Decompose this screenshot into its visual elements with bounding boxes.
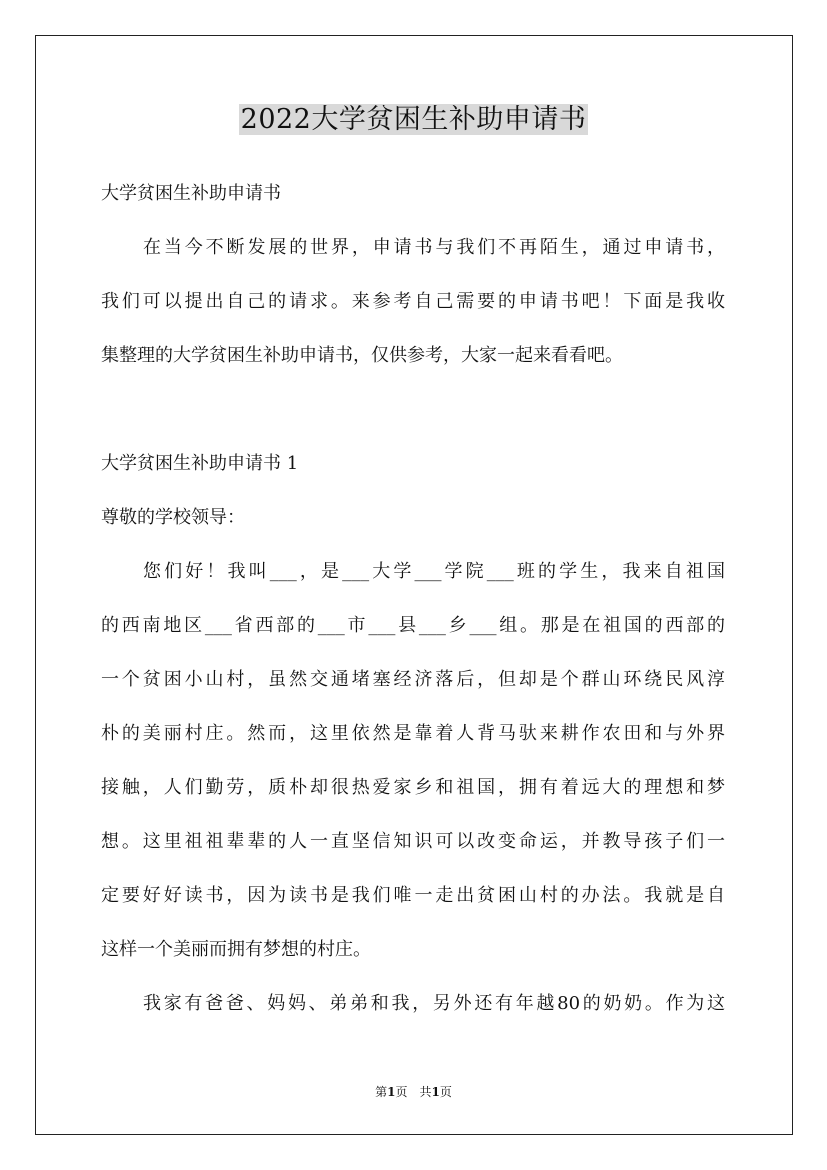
paragraph-line: 一个贫困小山村，虽然交通堵塞经济落后，但却是个群山环绕民风淳 <box>101 669 725 690</box>
paragraph-line: 定要好好读书，因为读书是我们唯一走出贫困山村的办法。我就是自 <box>101 885 725 906</box>
intro-line: 我们可以提出自己的请求。来参考自己需要的申请书吧！下面是我收 <box>101 291 725 312</box>
footer-suffix: 页 <box>439 1085 452 1099</box>
footer-prefix: 第 <box>375 1085 388 1099</box>
footer-current-page: 1 <box>387 1085 396 1099</box>
document-title <box>0 100 827 140</box>
paragraph-line: 的西南地区___省西部的___市___县___乡___组。那是在祖国的西部的 <box>101 615 725 636</box>
paragraph-line: 朴的美丽村庄。然而，这里依然是靠着人背马驮来耕作农田和与外界 <box>101 723 725 744</box>
page-footer <box>0 1083 827 1101</box>
intro-line: 在当今不断发展的世界，申请书与我们不再陌生，通过申请书， <box>143 237 725 258</box>
paragraph-line: 想。这里祖祖辈辈的人一直坚信知识可以改变命运，并教导孩子们一 <box>101 831 725 852</box>
document-title-text: 2022大学贫困生补助申请书 <box>240 104 587 135</box>
salutation: 尊敬的学校领导： <box>101 507 245 528</box>
paragraph-line: 我家有爸爸、妈妈、弟弟和我，另外还有年越80的奶奶。作为这 <box>143 993 725 1014</box>
paragraph-line: 您们好！我叫___，是___大学___学院___班的学生，我来自祖国 <box>143 561 725 582</box>
section-heading: 大学贫困生补助申请书 1 <box>101 453 299 474</box>
footer-mid: 页 共 <box>395 1085 432 1099</box>
paragraph-line: 这样一个美丽而拥有梦想的村庄。 <box>101 939 371 960</box>
intro-line: 集整理的大学贫困生补助申请书，仅供参考，大家一起来看看吧。 <box>101 345 623 366</box>
footer-total-pages: 1 <box>431 1085 440 1099</box>
document-subtitle: 大学贫困生补助申请书 <box>101 183 281 204</box>
paragraph-line: 接触，人们勤劳，质朴却很热爱家乡和祖国，拥有着远大的理想和梦 <box>101 777 725 798</box>
